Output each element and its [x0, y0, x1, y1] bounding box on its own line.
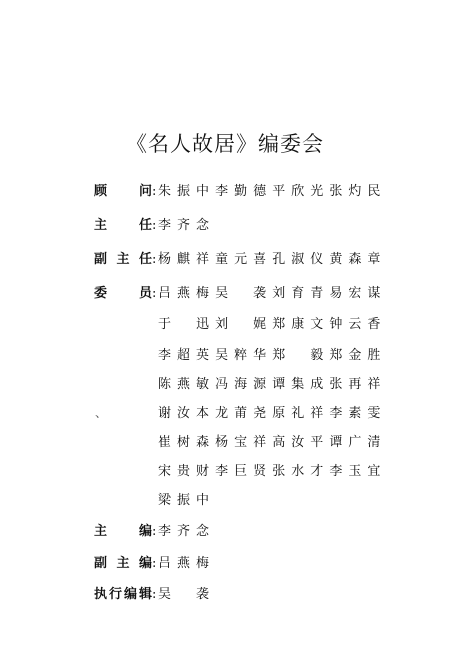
- executive-editor-role-label: 执行编辑: [94, 587, 152, 602]
- director-row: [94, 216, 211, 236]
- members-line: [158, 346, 382, 366]
- member-name: 于迅: [158, 317, 209, 332]
- deputy-director-row: [94, 250, 382, 270]
- advisor-role-label: 顾问: [94, 184, 152, 199]
- member-name: 陈燕敏: [158, 377, 209, 392]
- members-line: [158, 404, 382, 424]
- deputy-chief-editor-row: [94, 554, 211, 574]
- colon: :: [152, 556, 157, 571]
- member-name: 冯海源: [215, 377, 267, 392]
- member-name: 宋贵财: [158, 464, 209, 479]
- member-name: 高汝平: [272, 435, 324, 450]
- member-name: 童元喜: [215, 252, 267, 267]
- member-name: 刘育青: [272, 286, 324, 301]
- chief-editor-role-label: 主编: [94, 524, 152, 539]
- member-name: 崔树森: [158, 435, 209, 450]
- member-name: 龙莆尧: [215, 406, 267, 421]
- executive-editor-row: [94, 585, 211, 605]
- member-name: 吴袭: [158, 587, 209, 602]
- members-line: [158, 375, 382, 395]
- member-name: 谭集成: [272, 377, 324, 392]
- member-name: 钟云香: [329, 317, 381, 332]
- colon: :: [152, 286, 157, 301]
- members-line: [158, 462, 382, 482]
- member-name: 杨麒祥: [158, 252, 209, 267]
- colon: :: [152, 252, 157, 267]
- member-name: 李勤德: [215, 184, 267, 199]
- members-line: [158, 315, 382, 335]
- member-name: 孔淑仪: [272, 252, 324, 267]
- member-name: 谢汝本: [158, 406, 209, 421]
- members-line: [158, 491, 211, 511]
- colon: :: [152, 587, 157, 602]
- member-name: 张水才: [272, 464, 324, 479]
- member-name: 原礼祥: [272, 406, 324, 421]
- deputy-director-role-label: 副主任: [94, 252, 152, 267]
- member-name: 李齐念: [158, 524, 209, 539]
- chief-editor-row: [94, 522, 211, 542]
- colon: :: [152, 184, 157, 199]
- member-name: 张灼民: [329, 184, 381, 199]
- director-role-label: 主任: [94, 218, 152, 233]
- page-title: 《名人故居》编委会: [126, 132, 324, 156]
- members-line: [158, 433, 382, 453]
- member-name: 李玉宜: [329, 464, 381, 479]
- member-name: 张再祥: [329, 377, 381, 392]
- member-name: 吴粹华: [215, 348, 267, 363]
- member-name: 谭广清: [329, 435, 381, 450]
- member-name: 郑康文: [272, 317, 324, 332]
- deputy-chief-editor-role-label: 副主编: [94, 556, 152, 571]
- member-name: 李超英: [158, 348, 209, 363]
- colon: :: [152, 524, 157, 539]
- member-name: 黄森章: [329, 252, 381, 267]
- member-name: 平欣光: [272, 184, 324, 199]
- member-name: 梁振中: [158, 493, 209, 508]
- colon: :: [152, 218, 157, 233]
- member-name: 李素雯: [329, 406, 381, 421]
- member-name: 吴袭: [215, 286, 267, 301]
- member-name: 李齐念: [158, 218, 209, 233]
- member-name: 吕燕梅: [158, 286, 209, 301]
- member-name: 吕燕梅: [158, 556, 209, 571]
- stray-mark: 、: [95, 406, 108, 420]
- advisor-row: [94, 182, 382, 202]
- members-role-label: 委员: [94, 286, 152, 301]
- member-name: 李巨贤: [215, 464, 267, 479]
- members-row: [94, 284, 382, 304]
- member-name: 朱振中: [158, 184, 209, 199]
- member-name: 易宏谋: [329, 286, 381, 301]
- member-name: 郑毅: [272, 348, 324, 363]
- member-name: 郑金胜: [329, 348, 381, 363]
- member-name: 刘娓: [215, 317, 267, 332]
- member-name: 杨宝祥: [215, 435, 267, 450]
